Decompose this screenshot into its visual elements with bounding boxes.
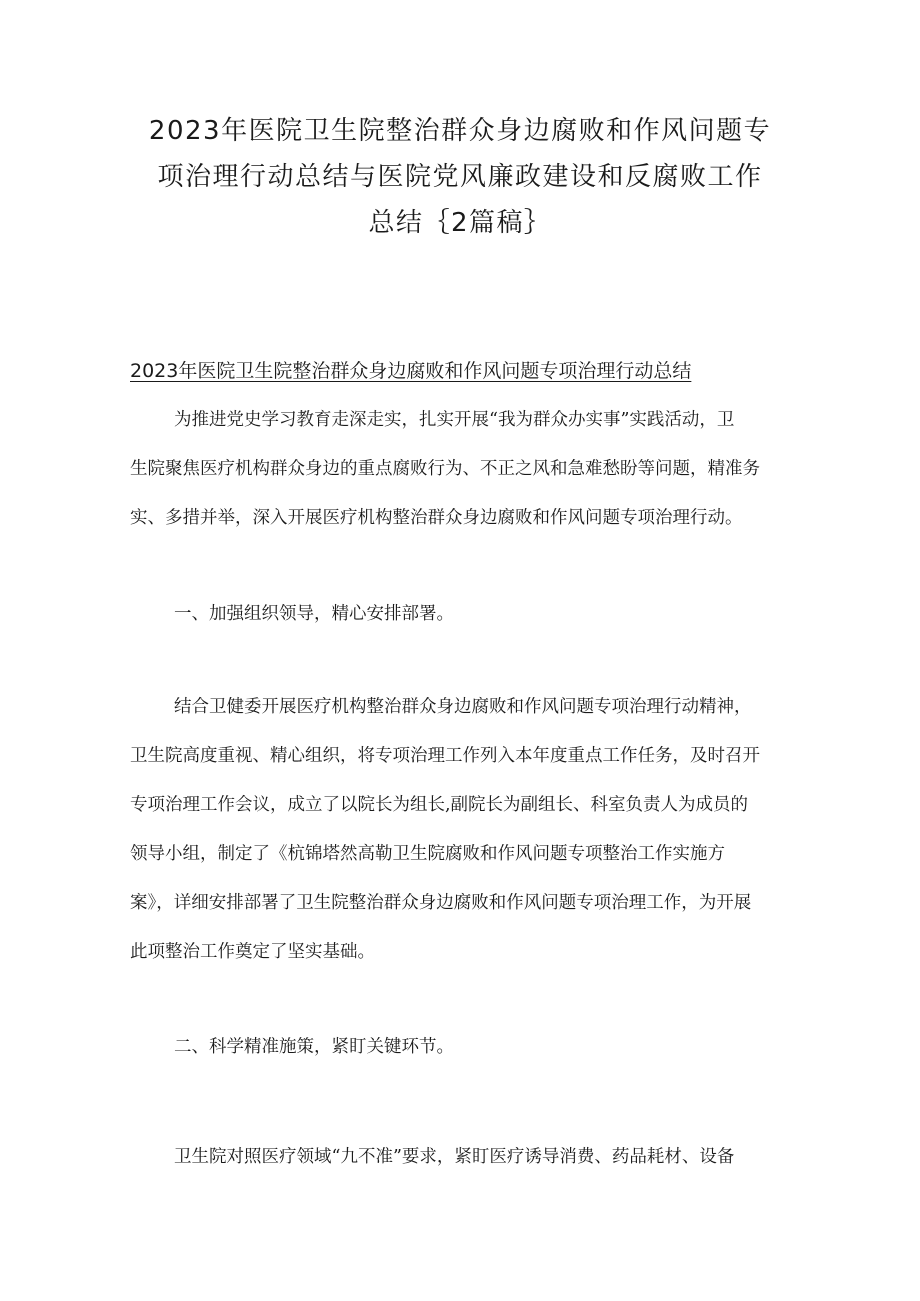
text-line: 为推进党史学习教育走深走实，扎实开展“我为群众办实事”实践活动，卫: [174, 410, 735, 430]
text-line: 专项治理工作会议，成立了以院长为组长,副院长为副组长、科室负责人为成员的: [130, 795, 749, 815]
text-line: 卫生院高度重视、精心组织，将专项治理工作列入本年度重点工作任务，及时召开: [130, 746, 760, 766]
text-line: 二、科学精准施策，紧盯关键环节。: [174, 1037, 454, 1057]
title-line: 2023年医院卫生院整治群众身边腐败和作风问题专: [148, 116, 772, 146]
paragraph-intro: [130, 396, 792, 543]
heading-section-two: [130, 1023, 792, 1072]
section-subtitle: 2023年医院卫生院整治群众身边腐败和作风问题专项治理行动总结: [130, 360, 692, 382]
text-line: 结合卫健委开展医疗机构整治群众身边腐败和作风问题专项治理行动精神，: [174, 697, 752, 717]
paragraph-section-one: [130, 683, 792, 977]
text-line: 生院聚焦医疗机构群众身边的重点腐败行为、不正之风和急难愁盼等问题，精准务: [130, 459, 760, 479]
text-line: 领导小组，制定了《杭锦塔然高勒卫生院腐败和作风问题专项整治工作实施方: [130, 844, 725, 864]
text-line: 案》，详细安排部署了卫生院整治群众身边腐败和作风问题专项治理工作，为开展: [130, 893, 752, 913]
paragraph-section-two: [130, 1133, 792, 1182]
title-line: 项治理行动总结与医院党风廉政建设和反腐败工作: [157, 162, 763, 192]
text-line: 实、多措并举，深入开展医疗机构整治群众身边腐败和作风问题专项治理行动。: [130, 508, 743, 528]
document-title: [120, 108, 800, 246]
text-line: 一、加强组织领导，精心安排部署。: [174, 604, 454, 624]
title-line: 总结｛2篇稿｝: [368, 208, 552, 238]
text-line: 此项整治工作奠定了坚实基础。: [130, 942, 375, 962]
heading-section-one: [130, 590, 792, 639]
text-line: 卫生院对照医疗领域“九不准”要求，紧盯医疗诱导消费、药品耗材、设备: [174, 1147, 735, 1167]
